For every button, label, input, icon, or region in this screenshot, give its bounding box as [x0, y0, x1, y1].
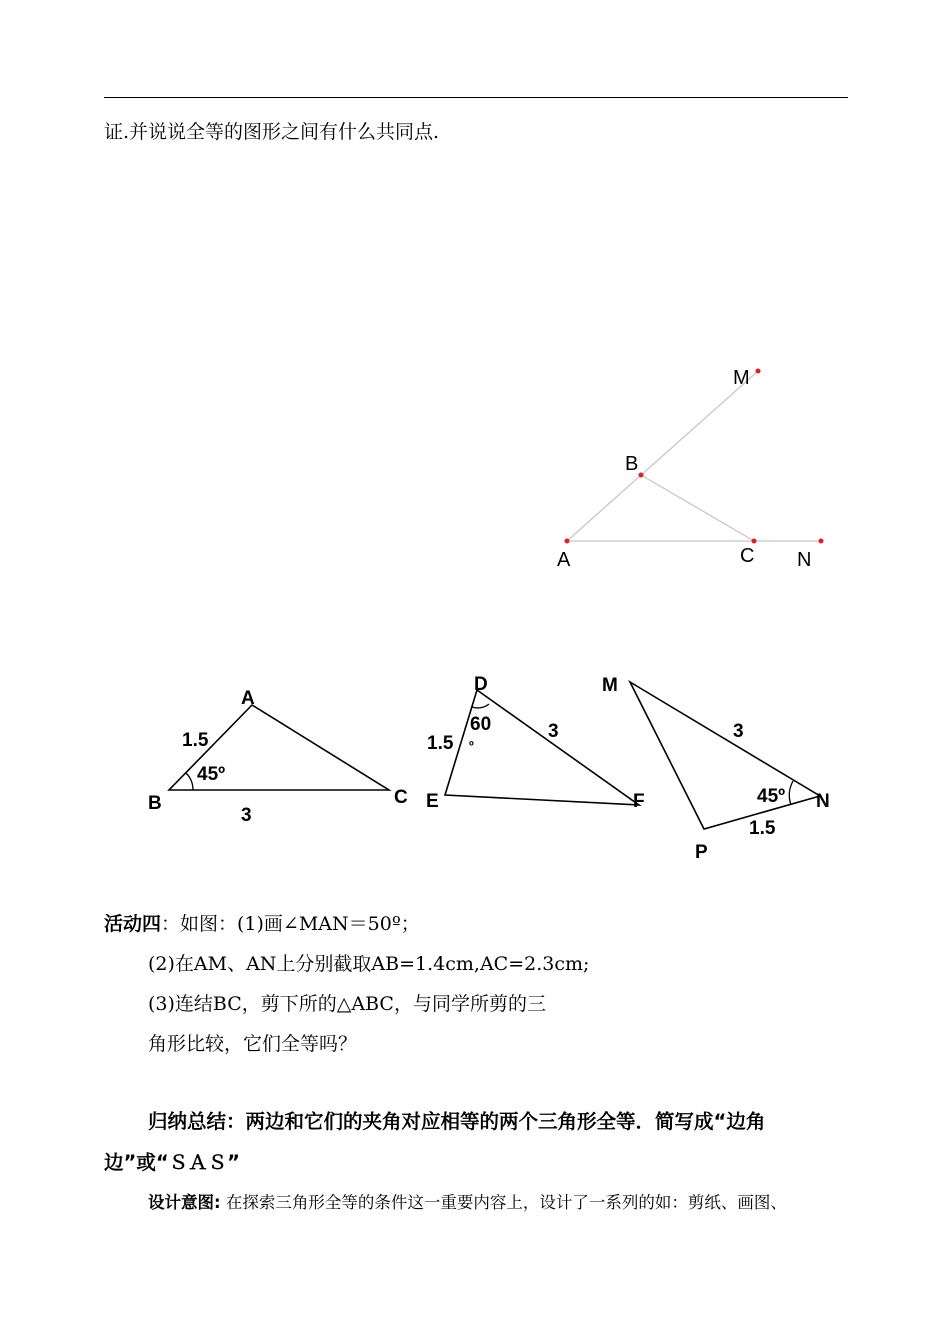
design-intent [148, 1189, 787, 1213]
ray-am [567, 371, 758, 541]
angle-man-figure [557, 367, 824, 571]
t3-side-pn: 1.5 [749, 818, 776, 839]
summary-line1: 归纳总结：两边和它们的夹角对应相等的两个三角形全等．简写成“边角 [148, 1110, 766, 1133]
t2-angle-unit: º [469, 738, 474, 753]
angle-arc-d [472, 704, 489, 708]
point-c [752, 539, 757, 544]
t1-label-b: B [148, 793, 162, 814]
t3-side-mn: 3 [733, 721, 744, 742]
activity-title: 活动四 [104, 913, 162, 935]
label-n: N [797, 549, 812, 571]
activity-line [104, 909, 420, 936]
t1-side-bc: 3 [241, 805, 252, 826]
activity-step3-cont: 角形比较，它们全等吗？ [148, 1033, 358, 1055]
t3-angle: 45º [757, 786, 786, 807]
t2-label-f: F [633, 791, 645, 812]
t2-label-e: E [426, 791, 439, 812]
point-m [756, 369, 761, 374]
label-c: C [740, 545, 755, 567]
t2-angle: 60 [470, 714, 492, 735]
t2-label-d: D [474, 674, 488, 695]
point-b [639, 473, 644, 478]
t1-side-ab: 1.5 [182, 730, 209, 751]
label-b: B [625, 453, 639, 475]
activity-step1: ：如图：(1)画∠MAN＝50º； [161, 913, 420, 935]
design-text: 在探索三角形全等的条件这一重要内容上，设计了一系列的如：剪纸、画图、 [225, 1193, 787, 1212]
point-n [819, 539, 824, 544]
summary-line2: 边”或“ＳＡＳ” [104, 1151, 240, 1174]
triangle-abc [148, 688, 408, 826]
label-m: M [733, 367, 750, 389]
t2-side-de: 1.5 [427, 733, 454, 754]
design-label: 设计意图: [148, 1193, 221, 1212]
segment-bc [641, 475, 754, 541]
triangle-mnp [602, 675, 830, 863]
t1-label-a: A [241, 688, 255, 709]
t3-label-p: P [695, 842, 708, 863]
t2-side-df: 3 [548, 721, 559, 742]
label-a: A [557, 549, 571, 571]
point-a [565, 539, 570, 544]
angle-arc-b [186, 773, 193, 790]
angle-arc-n [789, 781, 793, 805]
t3-label-n: N [816, 791, 830, 812]
activity-step3: (3)连结BC，剪下所的△ABC，与同学所剪的三 [148, 993, 546, 1015]
activity-step2: (2)在AM、AN上分别截取AB=1.4cm,AC=2.3cm; [148, 953, 590, 975]
intro-text: 证.并说说全等的图形之间有什么共同点. [104, 121, 440, 143]
t3-label-m: M [602, 675, 618, 696]
t1-angle: 45º [197, 764, 226, 785]
t1-label-c: C [394, 787, 408, 808]
